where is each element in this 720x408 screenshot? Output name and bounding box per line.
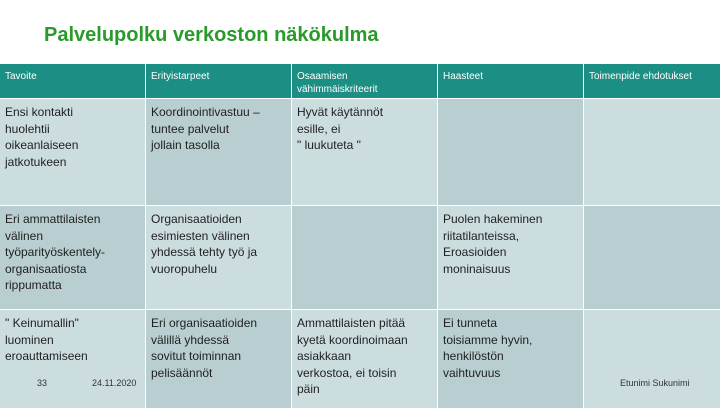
header-proposals: Toimenpide ehdotukset	[584, 64, 720, 98]
table-cell: Eri organisaatioiden välillä yhdessä sovitut toiminnan pelisäännöt	[146, 310, 291, 408]
table-cell: Hyvät käytännöt esille, ei " luukuteta "	[292, 99, 437, 205]
table-cell: Ei tunneta toisiamme hyvin, henkilöstön vaihtuvuus	[438, 310, 583, 408]
header-minimum-criteria: Osaamisen vähimmäiskriteerit	[292, 64, 437, 98]
page-number: 33	[37, 378, 48, 388]
table-cell	[438, 99, 583, 205]
table-cell: Puolen hakeminen riitatilanteissa, Eroasioiden moninaisuus	[438, 206, 583, 309]
slide-date: 24.11.2020	[92, 378, 137, 388]
author-name: Etunimi Sukunimi	[620, 378, 690, 388]
header-goal: Tavoite	[0, 64, 145, 98]
table-cell: Ammattilaisten pitää kyetä koordinoimaan asiakkaan verkostoa, ei toisin päin	[292, 310, 437, 408]
table-cell: Eri ammattilaisten välinen työparityöskentely- organisaatiosta rippumatta	[0, 206, 145, 309]
table-cell	[292, 206, 437, 309]
header-challenges: Haasteet	[438, 64, 583, 98]
table-cell: " Keinumallin" luominen eroauttamiseen	[0, 310, 145, 408]
table-cell: Ensi kontakti huolehtii oikeanlaiseen jatkotukeen	[0, 99, 145, 205]
table-cell: Organisaatioiden esimiesten välinen yhdessä tehty työ ja vuoropuhelu	[146, 206, 291, 309]
table-cell: Koordinointivastuu – tuntee palvelut jollain tasolla	[146, 99, 291, 205]
table-cell	[584, 206, 720, 309]
header-special-needs: Erityistarpeet	[146, 64, 291, 98]
table-cell	[584, 310, 720, 408]
service-path-table	[0, 64, 720, 405]
slide-title: Palvelupolku verkoston näkökulma	[44, 24, 379, 46]
table-cell	[584, 99, 720, 205]
